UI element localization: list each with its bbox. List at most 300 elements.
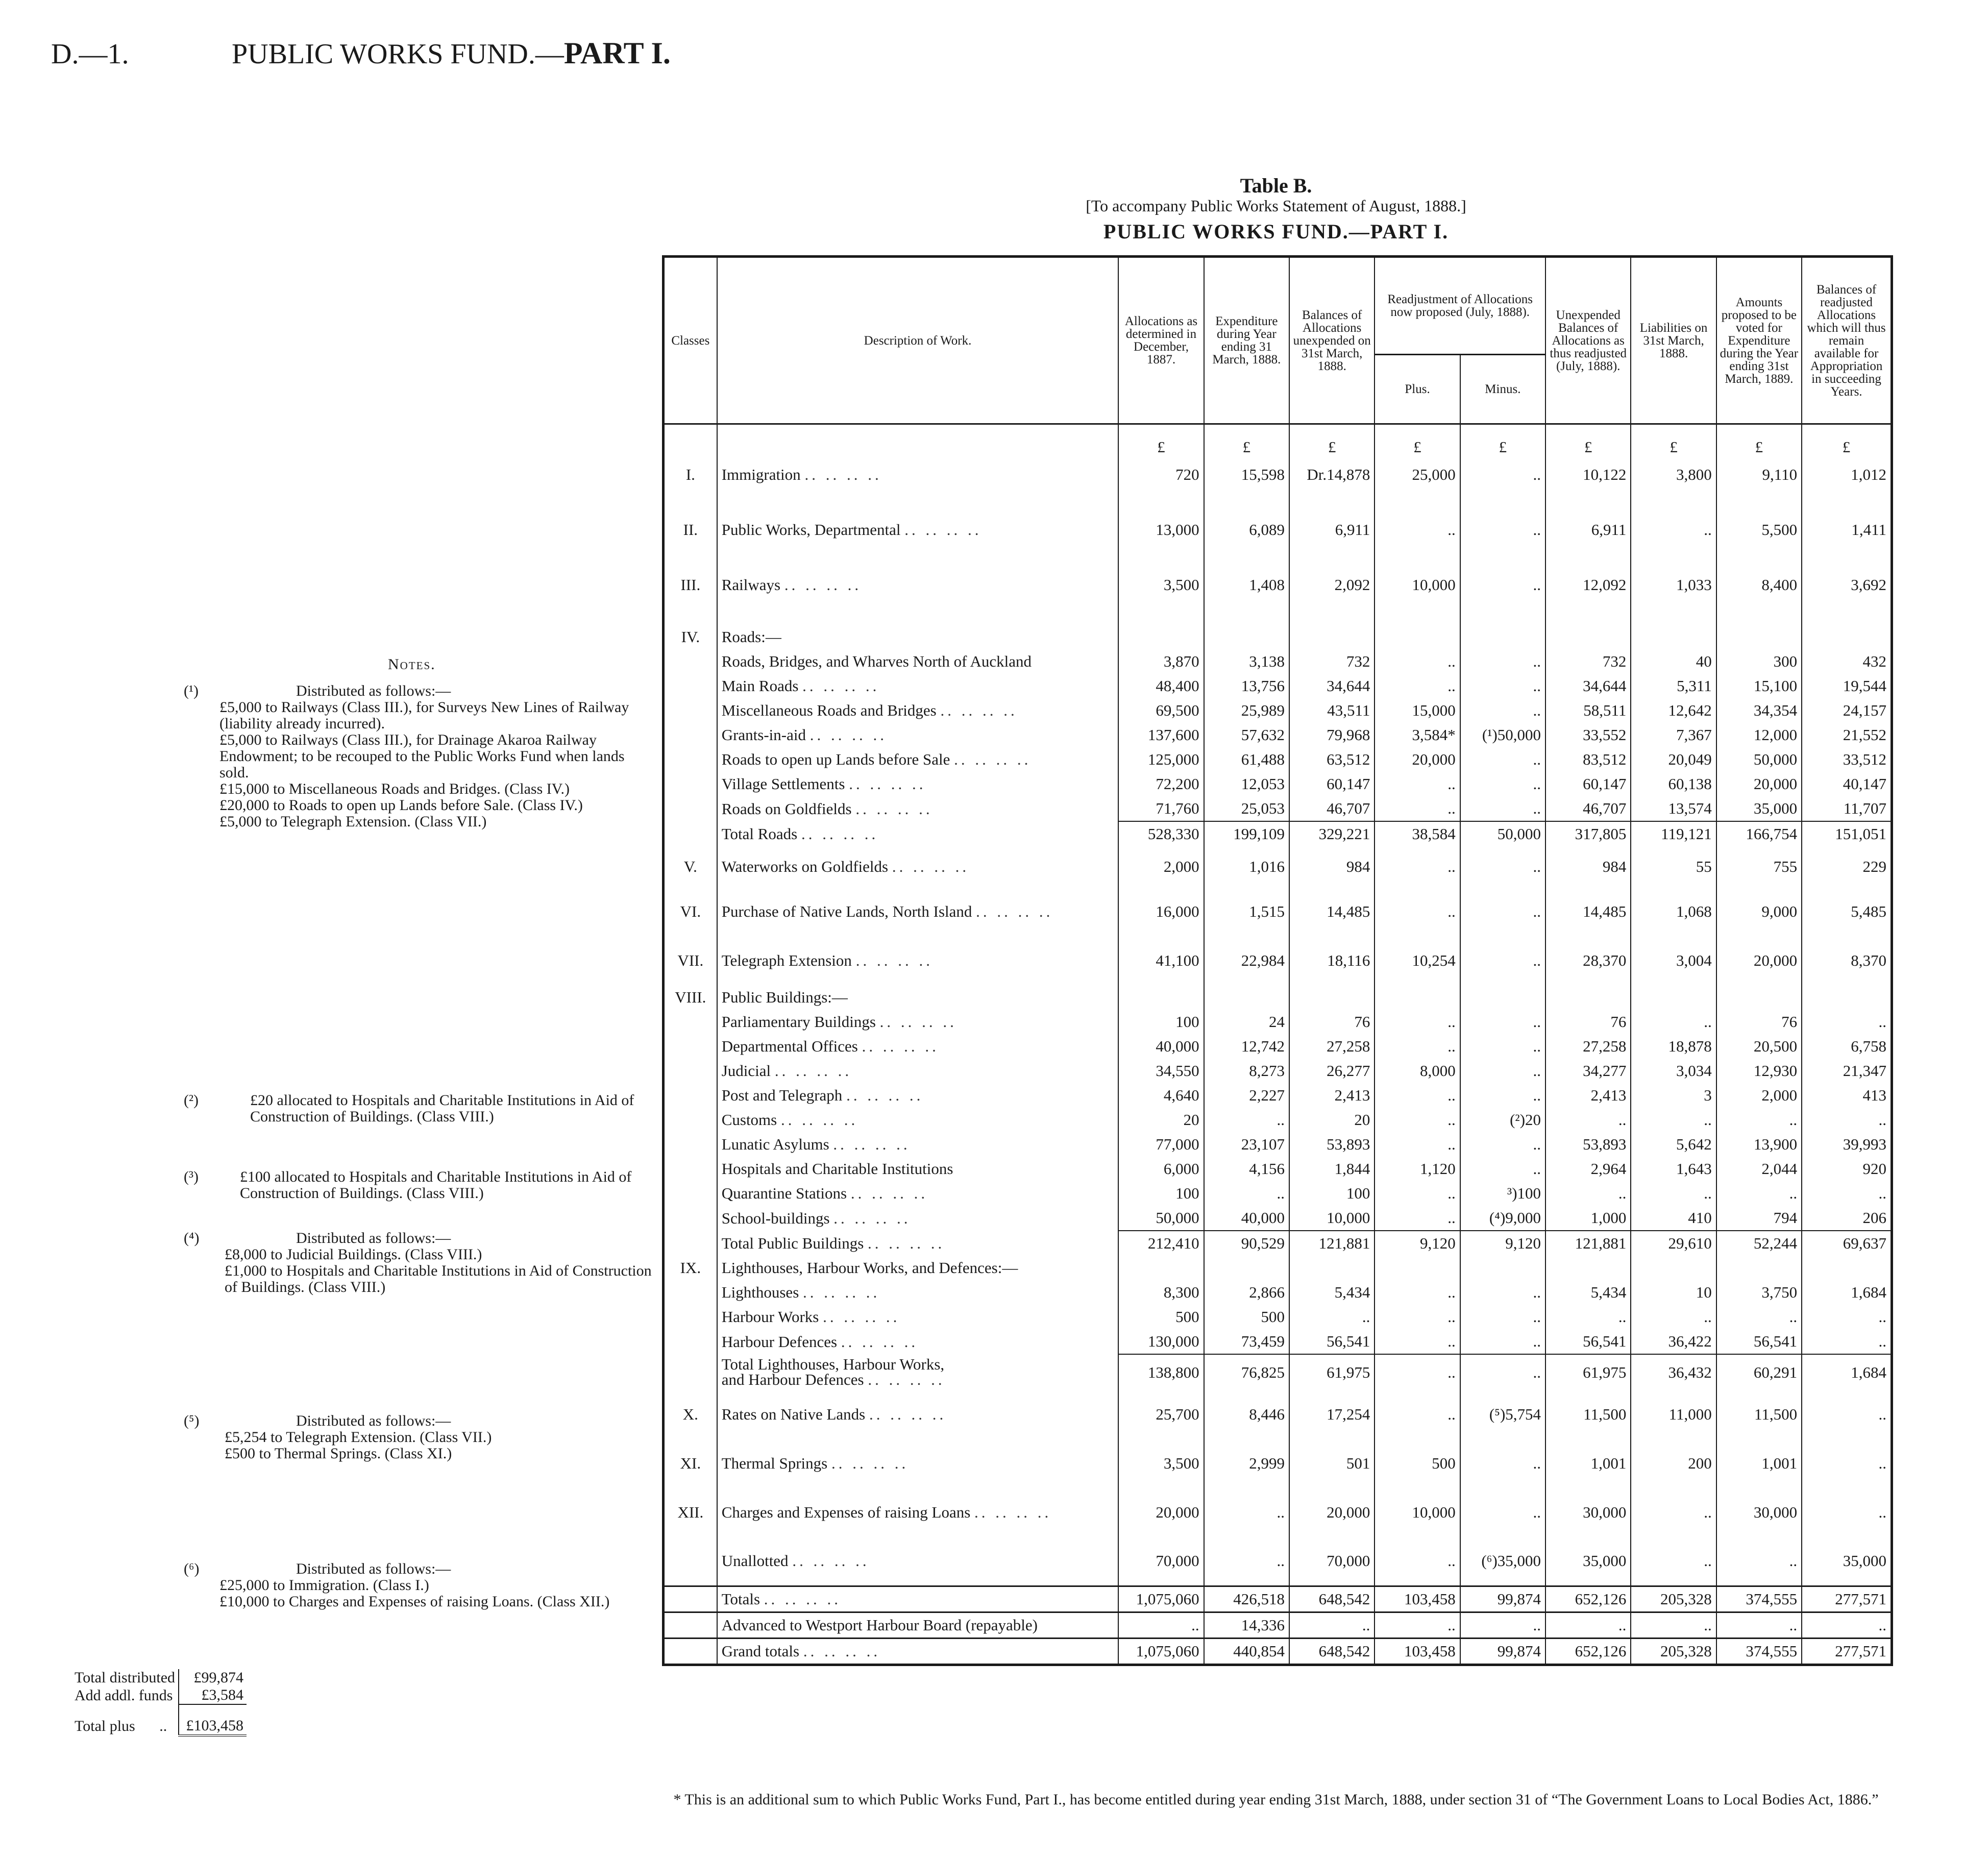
value-cell xyxy=(1204,1256,1289,1280)
value-cell: 1,684 xyxy=(1802,1354,1892,1390)
value-cell: .. xyxy=(1375,1010,1460,1034)
class-cell xyxy=(664,1059,717,1083)
value-cell: 1,033 xyxy=(1631,570,1716,600)
table-row xyxy=(664,1390,1892,1439)
value-cell: 16,000 xyxy=(1118,887,1204,936)
value-cell xyxy=(1716,985,1802,1010)
value-cell: .. xyxy=(1716,1108,1802,1132)
value-cell xyxy=(1375,985,1460,1010)
value-cell: 20,500 xyxy=(1716,1034,1802,1059)
value-cell: 984 xyxy=(1545,846,1631,887)
value-cell: 25,989 xyxy=(1204,698,1289,723)
value-cell: 1,075,060 xyxy=(1118,1638,1204,1665)
class-cell: II. xyxy=(664,515,717,545)
value-cell: .. xyxy=(1716,1612,1802,1638)
value-cell: 3,004 xyxy=(1631,936,1716,985)
leader-dots: .. .. .. .. xyxy=(803,1642,881,1660)
leader-dots: .. .. .. .. xyxy=(904,521,982,539)
value-cell: .. xyxy=(1375,674,1460,698)
value-cell: 3,692 xyxy=(1802,570,1892,600)
value-cell: .. xyxy=(1460,1132,1545,1157)
class-cell xyxy=(664,1010,717,1034)
value-cell: 440,854 xyxy=(1204,1638,1289,1665)
description-text: Totals xyxy=(721,1590,760,1608)
value-cell: 3,800 xyxy=(1631,459,1716,490)
value-cell: (²)20 xyxy=(1460,1108,1545,1132)
value-cell: 20 xyxy=(1118,1108,1204,1132)
value-cell: 6,000 xyxy=(1118,1157,1204,1181)
value-cell: 24 xyxy=(1204,1010,1289,1034)
description-cell xyxy=(717,1488,1119,1537)
unit-cell: £ xyxy=(1802,424,1892,460)
note-head: Distributed as follows:— xyxy=(296,1412,451,1429)
value-cell: .. xyxy=(1460,1157,1545,1181)
value-cell: 984 xyxy=(1289,846,1375,887)
note-line: £5,000 to Railways (Class III.), for Drainage Akaroa Railway Endowment; to be recouped to the Public Works Fund when lands sold. xyxy=(219,731,625,781)
value-cell: .. xyxy=(1802,1439,1892,1488)
value-cell: .. xyxy=(1375,796,1460,821)
class-cell xyxy=(664,1181,717,1206)
header-liabilities: Liabilities on 31st March, 1888. xyxy=(1631,257,1716,424)
value-cell xyxy=(1118,985,1204,1010)
value-cell: .. xyxy=(1375,515,1460,545)
value-cell: .. xyxy=(1460,1488,1545,1537)
description-text: Advanced to Westport Harbour Board (repayable) xyxy=(721,1616,1038,1634)
value-cell: .. xyxy=(1375,1329,1460,1354)
class-cell: IX. xyxy=(664,1256,717,1280)
value-cell: 46,707 xyxy=(1289,796,1375,821)
value-cell: 205,328 xyxy=(1631,1586,1716,1612)
value-cell: Dr.14,878 xyxy=(1289,459,1375,490)
value-cell: (⁵)5,754 xyxy=(1460,1390,1545,1439)
description-text: Roads:— xyxy=(721,628,781,646)
value-cell: 648,542 xyxy=(1289,1638,1375,1665)
value-cell: 8,300 xyxy=(1118,1280,1204,1305)
description-cell xyxy=(717,1390,1119,1439)
description-cell xyxy=(717,649,1119,674)
value-cell: .. xyxy=(1460,887,1545,936)
description-cell xyxy=(717,985,1119,1010)
value-cell: 55 xyxy=(1631,846,1716,887)
description-text: Rates on Native Lands xyxy=(721,1405,866,1423)
value-cell xyxy=(1375,625,1460,649)
class-cell: X. xyxy=(664,1390,717,1439)
value-cell: 83,512 xyxy=(1545,747,1631,772)
value-cell: 14,336 xyxy=(1204,1612,1289,1638)
description-cell xyxy=(717,1586,1119,1612)
value-cell: 121,881 xyxy=(1545,1231,1631,1256)
value-cell: 652,126 xyxy=(1545,1586,1631,1612)
table-row xyxy=(664,1181,1892,1206)
summary-total-row xyxy=(71,1704,247,1735)
value-cell: 20,000 xyxy=(1716,936,1802,985)
table-row xyxy=(664,936,1892,985)
value-cell: 10,000 xyxy=(1375,570,1460,600)
value-cell: .. xyxy=(1460,649,1545,674)
value-cell: 1,408 xyxy=(1204,570,1289,600)
value-cell: .. xyxy=(1716,1305,1802,1329)
value-cell: 732 xyxy=(1289,649,1375,674)
value-cell xyxy=(1545,1256,1631,1280)
value-cell: .. xyxy=(1375,1181,1460,1206)
value-cell: 130,000 xyxy=(1118,1329,1204,1354)
note-line: £5,000 to Railways (Class III.), for Surveys New Lines of Railway (liability already incurred). xyxy=(219,699,629,732)
value-cell: .. xyxy=(1460,570,1545,600)
description-text: Grants-in-aid xyxy=(721,726,806,744)
summary-value: £103,458 xyxy=(179,1704,247,1735)
description-cell xyxy=(717,570,1119,600)
description-cell xyxy=(717,674,1119,698)
description-text: Telegraph Extension xyxy=(721,951,852,969)
table-row xyxy=(664,985,1892,1010)
value-cell xyxy=(1545,625,1631,649)
value-cell: .. xyxy=(1289,1305,1375,1329)
leader-dots: .. .. .. .. xyxy=(833,1135,911,1153)
class-cell: III. xyxy=(664,570,717,600)
class-cell xyxy=(664,1280,717,1305)
value-cell: 90,529 xyxy=(1204,1231,1289,1256)
value-cell: .. xyxy=(1204,1488,1289,1537)
table-row xyxy=(664,459,1892,490)
description-cell xyxy=(717,723,1119,747)
value-cell: 1,411 xyxy=(1802,515,1892,545)
leader-dots: .. .. .. .. xyxy=(846,1086,924,1104)
description-cell xyxy=(717,1280,1119,1305)
value-cell: .. xyxy=(1802,1612,1892,1638)
value-cell: 500 xyxy=(1375,1439,1460,1488)
value-cell: .. xyxy=(1631,1108,1716,1132)
table-row xyxy=(664,747,1892,772)
value-cell: .. xyxy=(1375,1390,1460,1439)
value-cell: 9,000 xyxy=(1716,887,1802,936)
note-marker: (²) xyxy=(184,1092,199,1109)
note-marker: (⁵) xyxy=(184,1412,200,1429)
table-row xyxy=(664,1010,1892,1034)
description-cell xyxy=(717,1083,1119,1108)
value-cell: 63,512 xyxy=(1289,747,1375,772)
value-cell: 100 xyxy=(1118,1181,1204,1206)
description-text: Lunatic Asylums xyxy=(721,1135,829,1153)
header-minus: Minus. xyxy=(1460,355,1545,424)
value-cell: 137,600 xyxy=(1118,723,1204,747)
value-cell: 60,291 xyxy=(1716,1354,1802,1390)
value-cell: 1,075,060 xyxy=(1118,1586,1204,1612)
totals-row xyxy=(664,1586,1892,1612)
class-cell xyxy=(664,1132,717,1157)
value-cell: 22,984 xyxy=(1204,936,1289,985)
table-subtitle: [To accompany Public Works Statement of August, 1888.] xyxy=(1086,197,1466,215)
leader-dots: .. .. .. .. xyxy=(855,951,933,969)
value-cell: 10,000 xyxy=(1289,1206,1375,1231)
value-cell: 125,000 xyxy=(1118,747,1204,772)
value-cell: 11,500 xyxy=(1716,1390,1802,1439)
value-cell: 10 xyxy=(1631,1280,1716,1305)
value-cell: .. xyxy=(1460,1354,1545,1390)
note-4 xyxy=(184,1230,653,1295)
unit-cell: £ xyxy=(1716,424,1802,460)
value-cell: .. xyxy=(1716,1181,1802,1206)
value-cell: 374,555 xyxy=(1716,1638,1802,1665)
value-cell: 20,000 xyxy=(1289,1488,1375,1537)
summary-value: £3,584 xyxy=(179,1686,247,1704)
description-cell xyxy=(717,1108,1119,1132)
value-cell: 3,034 xyxy=(1631,1059,1716,1083)
header-allocations: Allocations as determined in December, 1887. xyxy=(1118,257,1204,424)
value-cell: 6,089 xyxy=(1204,515,1289,545)
value-cell: 277,571 xyxy=(1802,1638,1892,1665)
value-cell: 56,541 xyxy=(1545,1329,1631,1354)
leader-dots: .. .. .. .. xyxy=(823,1308,900,1326)
class-cell: VIII. xyxy=(664,985,717,1010)
note-line: £10,000 to Charges and Expenses of raising Loans. (Class XII.) xyxy=(219,1593,610,1610)
table-row xyxy=(664,1329,1892,1354)
allocation-summary xyxy=(71,1669,247,1737)
description-cell xyxy=(717,1181,1119,1206)
value-cell: .. xyxy=(1460,1010,1545,1034)
value-cell: 61,488 xyxy=(1204,747,1289,772)
value-cell: 1,001 xyxy=(1716,1439,1802,1488)
value-cell: 40,000 xyxy=(1204,1206,1289,1231)
header-unexpended: Unexpended Balances of Allocations as thus readjusted (July, 1888). xyxy=(1545,257,1631,424)
value-cell: (⁶)35,000 xyxy=(1460,1537,1545,1586)
class-cell xyxy=(664,1206,717,1231)
value-cell: 5,485 xyxy=(1802,887,1892,936)
header-expenditure: Expenditure during Year ending 31 March, 1888. xyxy=(1204,257,1289,424)
value-cell: 33,552 xyxy=(1545,723,1631,747)
description-cell xyxy=(717,1439,1119,1488)
description-cell xyxy=(717,1206,1119,1231)
value-cell: .. xyxy=(1802,1181,1892,1206)
description-text: Customs xyxy=(721,1111,777,1129)
unit-cell: £ xyxy=(1631,424,1716,460)
value-cell: 33,512 xyxy=(1802,747,1892,772)
note-head: Distributed as follows:— xyxy=(296,1560,451,1577)
value-cell: 103,458 xyxy=(1375,1638,1460,1665)
value-cell: .. xyxy=(1631,515,1716,545)
value-cell: 1,016 xyxy=(1204,846,1289,887)
value-cell: 500 xyxy=(1204,1305,1289,1329)
description-text: Roads, Bridges, and Wharves North of Auckland xyxy=(721,652,1032,670)
leader-dots: .. .. .. .. xyxy=(809,726,887,744)
advance-row xyxy=(664,1612,1892,1638)
table-row xyxy=(664,649,1892,674)
table-row xyxy=(664,1059,1892,1083)
value-cell: .. xyxy=(1460,796,1545,821)
value-cell: 2,227 xyxy=(1204,1083,1289,1108)
value-cell: .. xyxy=(1375,1280,1460,1305)
leader-dots: .. .. .. .. xyxy=(841,1332,919,1351)
table-heading: PUBLIC WORKS FUND.—PART I. xyxy=(1103,220,1449,243)
header-amounts: Amounts proposed to be voted for Expenditure during the Year ending 31st March, 1889. xyxy=(1716,257,1802,424)
description-text: Immigration xyxy=(721,466,801,483)
note-5 xyxy=(184,1413,653,1462)
description-cell xyxy=(717,1157,1119,1181)
note-head: Distributed as follows:— xyxy=(296,682,451,699)
value-cell: ³)100 xyxy=(1460,1181,1545,1206)
note-3 xyxy=(184,1169,653,1202)
value-cell: 13,000 xyxy=(1118,515,1204,545)
value-cell: 18,116 xyxy=(1289,936,1375,985)
value-cell: 229 xyxy=(1802,846,1892,887)
leader-dots: .. .. .. .. xyxy=(974,1503,1052,1521)
value-cell: 20,000 xyxy=(1118,1488,1204,1537)
value-cell: 9,120 xyxy=(1460,1231,1545,1256)
value-cell: 151,051 xyxy=(1802,821,1892,846)
value-cell: 25,000 xyxy=(1375,459,1460,490)
value-cell: 794 xyxy=(1716,1206,1802,1231)
description-cell xyxy=(717,1329,1119,1354)
value-cell xyxy=(1289,985,1375,1010)
value-cell: 8,400 xyxy=(1716,570,1802,600)
value-cell: .. xyxy=(1460,515,1545,545)
public-works-table xyxy=(662,255,1893,1666)
description-cell xyxy=(717,1010,1119,1034)
class-cell xyxy=(664,1108,717,1132)
header-classes: Classes xyxy=(664,257,717,424)
value-cell: 6,911 xyxy=(1289,515,1375,545)
header-readjustment: Readjustment of Allocations now proposed (July, 1888). xyxy=(1375,257,1545,355)
value-cell: 5,434 xyxy=(1289,1280,1375,1305)
value-cell: 9,110 xyxy=(1716,459,1802,490)
value-cell: 755 xyxy=(1716,846,1802,887)
value-cell: .. xyxy=(1375,1083,1460,1108)
value-cell: 1,000 xyxy=(1545,1206,1631,1231)
description-cell xyxy=(717,1256,1119,1280)
description-cell xyxy=(717,1638,1119,1665)
value-cell: 12,930 xyxy=(1716,1059,1802,1083)
class-cell: VII. xyxy=(664,936,717,985)
value-cell: 100 xyxy=(1118,1010,1204,1034)
value-cell: 15,100 xyxy=(1716,674,1802,698)
value-cell: 60,147 xyxy=(1289,772,1375,796)
value-cell: 35,000 xyxy=(1716,796,1802,821)
value-cell: 53,893 xyxy=(1545,1132,1631,1157)
value-cell: 3,584* xyxy=(1375,723,1460,747)
description-text: Miscellaneous Roads and Bridges xyxy=(721,701,937,719)
class-cell xyxy=(664,772,717,796)
table-row xyxy=(664,1305,1892,1329)
note-line: £20,000 to Roads to open up Lands before Sale. (Class IV.) xyxy=(219,797,583,814)
value-cell: 76 xyxy=(1289,1010,1375,1034)
value-cell: 23,107 xyxy=(1204,1132,1289,1157)
value-cell: 317,805 xyxy=(1545,821,1631,846)
value-cell: 19,544 xyxy=(1802,674,1892,698)
value-cell: .. xyxy=(1460,674,1545,698)
value-cell xyxy=(1631,985,1716,1010)
value-cell xyxy=(1716,1256,1802,1280)
class-cell xyxy=(664,723,717,747)
note-line: £5,254 to Telegraph Extension. (Class VII.) xyxy=(225,1429,492,1446)
class-cell xyxy=(664,674,717,698)
value-cell: .. xyxy=(1631,1537,1716,1586)
value-cell: 720 xyxy=(1118,459,1204,490)
value-cell: 56,541 xyxy=(1716,1329,1802,1354)
value-cell: 2,044 xyxy=(1716,1157,1802,1181)
value-cell xyxy=(1802,1256,1892,1280)
value-cell: 920 xyxy=(1802,1157,1892,1181)
value-cell: (⁴)9,000 xyxy=(1460,1206,1545,1231)
class-cell xyxy=(664,698,717,723)
value-cell: .. xyxy=(1460,1083,1545,1108)
leader-dots: .. .. .. .. xyxy=(801,824,879,843)
summary-label: Total plus xyxy=(75,1717,135,1734)
value-cell: 206 xyxy=(1802,1206,1892,1231)
value-cell: 27,258 xyxy=(1289,1034,1375,1059)
table-row xyxy=(664,1034,1892,1059)
value-cell: 13,900 xyxy=(1716,1132,1802,1157)
value-cell: 34,550 xyxy=(1118,1059,1204,1083)
value-cell: 3,500 xyxy=(1118,570,1204,600)
note-1 xyxy=(184,683,653,830)
value-cell: .. xyxy=(1375,649,1460,674)
description-text: Village Settlements xyxy=(721,775,845,793)
value-cell: 34,354 xyxy=(1716,698,1802,723)
value-cell: .. xyxy=(1631,1181,1716,1206)
leader-dots: .. .. .. .. xyxy=(868,1371,945,1388)
value-cell: .. xyxy=(1375,1305,1460,1329)
value-cell: 652,126 xyxy=(1545,1638,1631,1665)
value-cell: .. xyxy=(1631,1305,1716,1329)
value-cell: 10,254 xyxy=(1375,936,1460,985)
value-cell: 11,500 xyxy=(1545,1390,1631,1439)
note-2 xyxy=(184,1092,653,1125)
value-cell: 25,053 xyxy=(1204,796,1289,821)
description-cell xyxy=(717,846,1119,887)
note-6 xyxy=(184,1561,653,1610)
description-text: Harbour Works xyxy=(721,1308,819,1326)
value-cell xyxy=(1204,985,1289,1010)
description-text: Purchase of Native Lands, North Island xyxy=(721,902,972,920)
value-cell: 1,844 xyxy=(1289,1157,1375,1181)
description-cell xyxy=(717,515,1119,545)
description-text: Charges and Expenses of raising Loans xyxy=(721,1503,971,1521)
value-cell: 35,000 xyxy=(1545,1537,1631,1586)
value-cell: 212,410 xyxy=(1118,1231,1204,1256)
value-cell: 48,400 xyxy=(1118,674,1204,698)
value-cell: .. xyxy=(1802,1305,1892,1329)
note-marker: (⁴) xyxy=(184,1230,200,1246)
description-text: Lighthouses xyxy=(721,1283,799,1301)
description-text: Post and Telegraph xyxy=(721,1086,843,1104)
value-cell: 15,598 xyxy=(1204,459,1289,490)
value-cell: 1,012 xyxy=(1802,459,1892,490)
value-cell: 9,120 xyxy=(1375,1231,1460,1256)
value-cell: 8,446 xyxy=(1204,1390,1289,1439)
value-cell: 36,432 xyxy=(1631,1354,1716,1390)
value-cell: 76 xyxy=(1545,1010,1631,1034)
unit-cell: £ xyxy=(1204,424,1289,460)
value-cell: 205,328 xyxy=(1631,1638,1716,1665)
value-cell: 46,707 xyxy=(1545,796,1631,821)
value-cell: .. xyxy=(1802,1329,1892,1354)
value-cell xyxy=(1631,1256,1716,1280)
value-cell: 410 xyxy=(1631,1206,1716,1231)
value-cell: .. xyxy=(1375,887,1460,936)
value-cell: .. xyxy=(1460,747,1545,772)
value-cell: 3,870 xyxy=(1118,649,1204,674)
unit-row xyxy=(664,424,1892,460)
class-cell xyxy=(664,1231,717,1256)
value-cell: 35,000 xyxy=(1802,1537,1892,1586)
value-cell: .. xyxy=(1460,1280,1545,1305)
value-cell: 12,053 xyxy=(1204,772,1289,796)
value-cell: 20 xyxy=(1289,1108,1375,1132)
leader-dots: .. .. .. .. xyxy=(792,1552,870,1570)
value-cell: 413 xyxy=(1802,1083,1892,1108)
class-cell xyxy=(664,1305,717,1329)
value-cell: 11,000 xyxy=(1631,1390,1716,1439)
value-cell: 3,750 xyxy=(1716,1280,1802,1305)
